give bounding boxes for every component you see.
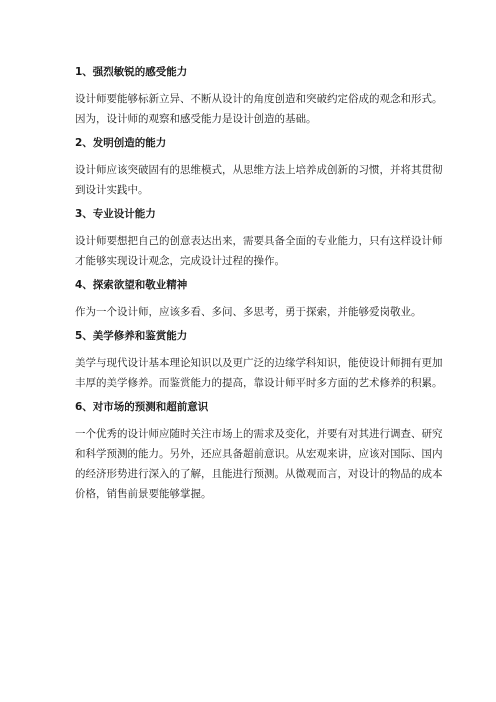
paragraph-line: 到设计实践中。 — [75, 184, 149, 196]
section-heading: 5、美学修养和鉴赏能力 — [75, 330, 188, 342]
section-3 — [75, 206, 443, 271]
paragraph-line: 设计师要能够标新立异、不断从设计的角度创造和突破约定俗成的观念和形式。 — [75, 93, 443, 105]
section-2 — [75, 135, 443, 200]
section-heading: 4、探索欲望和敬业精神 — [75, 279, 188, 291]
paragraph-line: 一个优秀的设计师应随时关注市场上的需求及变化，并要有对其进行调查、研究 — [75, 428, 443, 440]
paragraph-line: 丰厚的美学修养。而鉴赏能力的提高，靠设计师平时多方面的艺术修养的积累。 — [75, 377, 443, 389]
section-heading: 1、强烈敏锐的感受能力 — [75, 66, 188, 78]
section-paragraph — [75, 424, 443, 504]
paragraph-line: 设计师要想把自己的创意表达出来，需要具备全面的专业能力，只有这样设计师 — [75, 235, 443, 247]
paragraph-line: 美学与现代设计基本理论知识以及更广泛的边缘学科知识，能使设计师拥有更加 — [75, 357, 443, 369]
paragraph-line: 设计师应该突破固有的思维模式，从思维方法上培养成创新的习惯，并将其贯彻 — [75, 164, 443, 176]
section-heading: 6、对市场的预测和超前意识 — [75, 401, 209, 413]
section-heading: 3、专业设计能力 — [75, 208, 156, 220]
paragraph-line: 才能够实现设计观念，完成设计过程的操作。 — [75, 255, 285, 267]
paragraph-line: 因为，设计师的观察和感受能力是设计创造的基础。 — [75, 113, 317, 125]
section-heading: 2、发明创造的能力 — [75, 137, 167, 149]
section-paragraph — [75, 160, 443, 200]
section-6 — [75, 399, 443, 504]
paragraph-line: 和科学预测的能力。另外，还应具备超前意识。从宏观来讲，应该对国际、国内 — [75, 448, 443, 460]
paragraph-line: 的经济形势进行深入的了解，且能进行预测。从微观而言，对设计的物品的成本 — [75, 468, 443, 480]
section-paragraph — [75, 231, 443, 271]
section-1 — [75, 64, 443, 129]
section-paragraph — [75, 302, 435, 322]
section-5 — [75, 328, 443, 393]
paragraph-line: 价格，销售前景要能够掌握。 — [75, 488, 212, 500]
section-4 — [75, 277, 435, 322]
section-paragraph — [75, 89, 443, 129]
paragraph-line: 作为一个设计师，应该多看、多问、多思考，勇于探索，并能够爱岗敬业。 — [75, 306, 422, 318]
section-paragraph — [75, 353, 443, 393]
document-content — [75, 64, 443, 510]
